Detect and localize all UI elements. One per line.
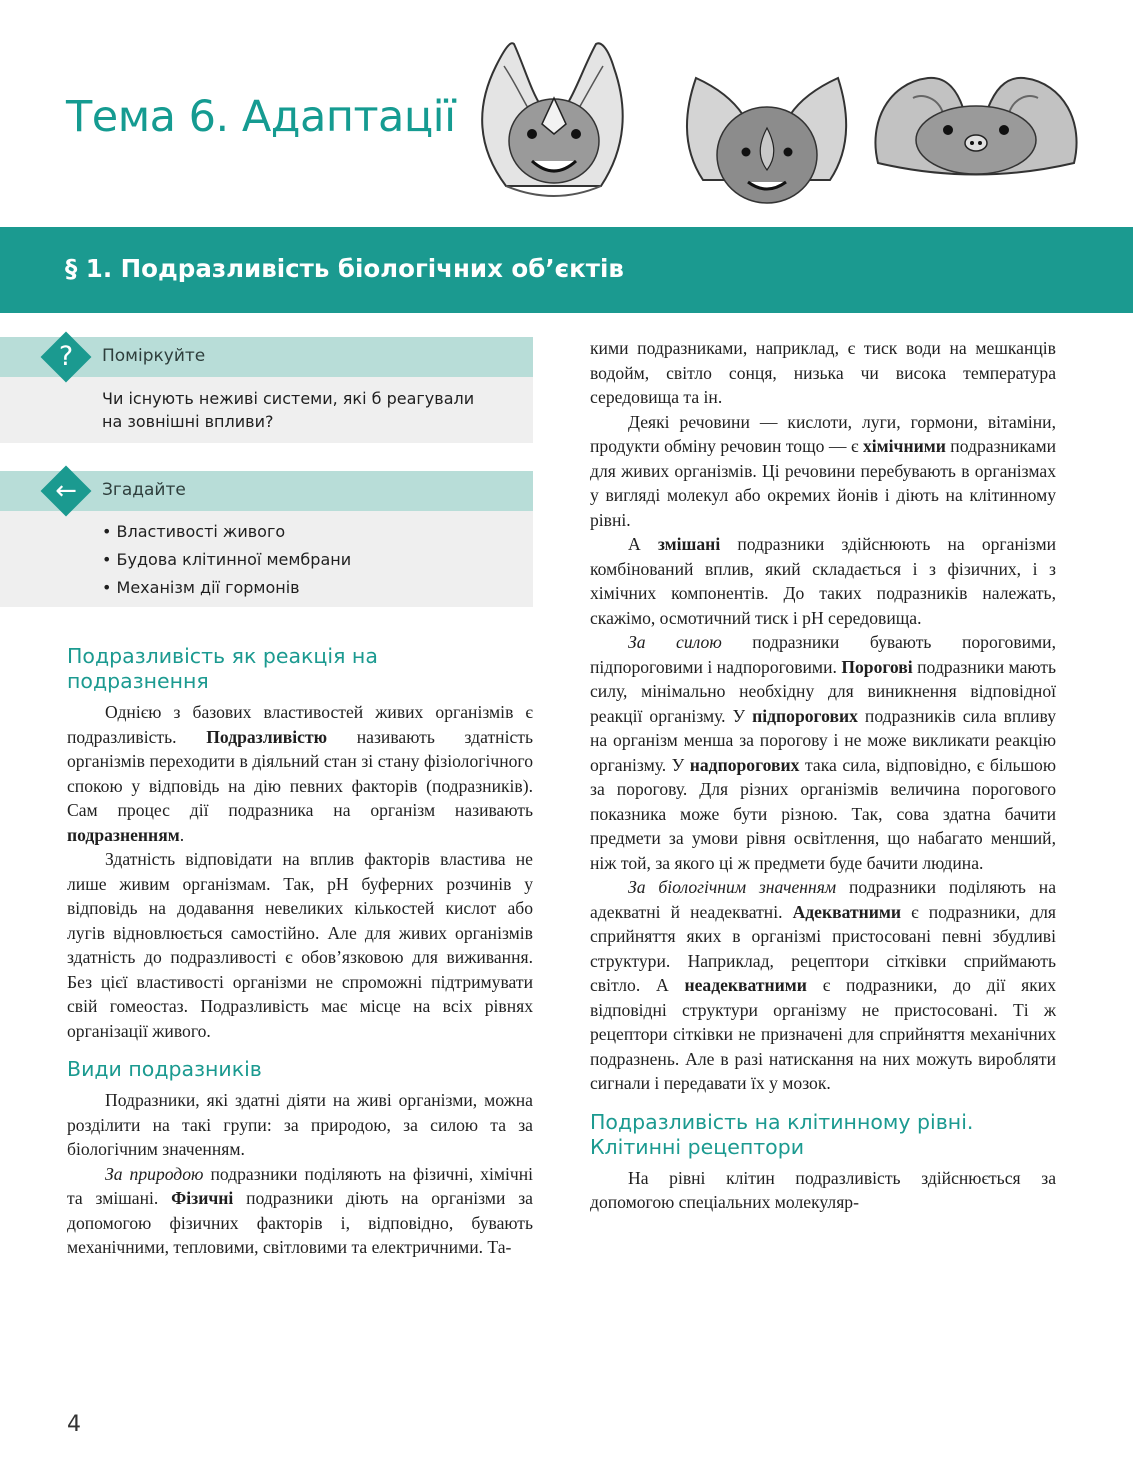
heading-cellular-level: Подразливість на клітинному рівні. Клітинні рецептори xyxy=(590,1109,974,1159)
recall-box xyxy=(0,471,533,607)
think-box-header xyxy=(0,337,533,377)
bat-illustration-1 xyxy=(466,36,641,204)
paragraph: Однією з базових властивостей живих організмів є подразливість. Подразливістю називають здатність організмів переходити в діяльний стан зі стану фізіологічного спокою у відповідь на дію певних факторів (подразників). Сам процес дії подразника на організм називають подразненням. xyxy=(67,702,533,845)
heading-irritability: Подразливість як реакція на подразнення xyxy=(67,644,378,693)
section-title: § 1. Подразливість біологічних об’єктів xyxy=(65,254,624,283)
paragraph: На рівні клітин подразливість здійснюється за допомогою спеціальних молекуляр- xyxy=(590,1167,1056,1212)
paragraph: За силою подразники бувають пороговими, підпороговими і надпороговими. Порогові подразники мають силу, мінімально необхідну для виникнення відповідної реакції організму. У підпорогових подразників сила впливу на організм менша за порогову і не може викликати реакцію організму. У надпорогових така сила, відповідно, є більшою за порогову. Для різних організмів величина порогового показника може бути різною. Так, сова здатна бачити предмети за умови рівня освітлення, що набагато менший, ніж той, за якого ці ж предмети буде бачити людина. xyxy=(590,632,1057,873)
paragraph: Подразники, які здатні діяти на живі організми, можна розділити на такі групи: за природою, за силою та за біологічним значенням. xyxy=(67,1090,533,1159)
question-icon: ? xyxy=(58,341,74,372)
theme-title: Тема 6. Адаптації xyxy=(66,92,456,142)
list-item: • Механізм дії гормонів xyxy=(102,574,493,602)
think-box-label: Поміркуйте xyxy=(102,346,206,366)
bat-illustration-3 xyxy=(868,68,1084,180)
paragraph: А змішані подразники здійснюють на організми комбінований вплив, який складається і з фізичних, і з хімічних компонентів. До таких подразників належать, скажімо, осмотичний тиск і pH середовища. xyxy=(590,534,1056,628)
paragraph: Деякі речовини — кислоти, луги, гормони, вітаміни, продукти обміну речовин тощо — є хімічними подразниками для живих організмів. Ці речовини перебувають в організмах у вигляді молекул або окремих йонів і діють на клітинному рівні. xyxy=(590,411,1056,530)
list-item: • Будова клітинної мембрани xyxy=(102,546,493,574)
think-box-text: Чи існують неживі системи, які б реагували на зовнішні впливи? xyxy=(102,389,475,431)
paragraph: Здатність відповідати на вплив факторів властива не лише живим організмам. Так, pH буферних розчинів у відповідь на додавання невеликих кількостей кислот або лугів відновлюється самостійно. Але для живих організмів здатність до подразливості є обов’язковою для виживання. Без цієї властивості організми не спроможні підтримувати свій гомеостаз. Подразливість має місце на всіх рівнях організації живого. xyxy=(67,849,533,1041)
paragraph: кими подразниками, наприклад, є тиск води на мешканців водойм, світло сонця, низька чи висока температура середовища та ін. xyxy=(590,338,1056,407)
paragraph: За біологічним значенням подразники поділяють на адекватні й неадекватні. Адекватними є подразники, для сприйняття яких в організмі пристосовані певні збудливі структури. Наприклад, рецептори сітківки сприймають світло. А неадекватними є подразники, до дії яких відповідні структури організму не пристосовані. Ті ж рецептори сітківки не призначені для сприйняття механічних подразнень. Але в разі натискання на них можуть виробляти сигнали і передавати їх у мозок. xyxy=(590,877,1057,1093)
heading-stimuli-types: Види подразників xyxy=(67,1057,262,1081)
bat-illustration-2 xyxy=(678,60,856,208)
recall-box-label: Згадайте xyxy=(102,480,186,500)
right-column xyxy=(590,336,1056,1215)
arrow-left-icon: ← xyxy=(55,476,77,506)
think-box xyxy=(0,337,533,443)
left-column xyxy=(67,644,533,1260)
section-banner xyxy=(0,227,1133,313)
page-number: 4 xyxy=(67,1412,81,1437)
paragraph: За природою подразники поділяють на фізичні, хімічні та змішані. Фізичні подразники діють на організми за допомогою фізичних факторів і, відповідно, бувають механічними, тепловими, світловими та електричними. Та- xyxy=(67,1163,534,1257)
list-item: • Властивості живого xyxy=(102,518,493,546)
recall-box-list xyxy=(0,511,533,612)
recall-box-header xyxy=(0,471,533,511)
